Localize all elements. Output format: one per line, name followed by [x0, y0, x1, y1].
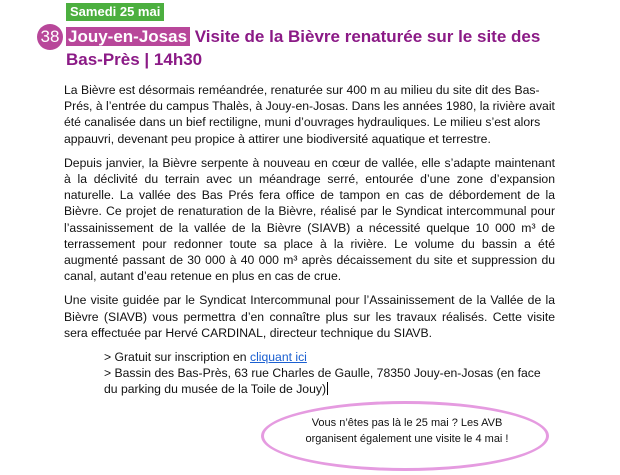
info-list	[104, 349, 555, 398]
paragraph-visit: Une visite guidée par le Syndicat Intercommunal pour l’Assainissement de la Vallée de la Bièvre (SIAVB) vous permettra d’en connaître plus sur les travaux réalisés. Cette visite sera effectuée par Hervé CARDINAL, directeur technique du SIAVB.	[64, 293, 555, 340]
address-line	[104, 365, 555, 397]
event-number-badge: 38	[37, 24, 63, 50]
paragraph-intro: La Bièvre est désormais reméandrée, renaturée sur 400 m au milieu du site dit des Bas-Prés, à l’entrée du campus Thalès, à Jouy-en-Josas. Dans les années 1980, la rivière avait été canalisée dans un bief rectiligne, muni d’ouvrages hydrauliques. Le milieu s’est alors appauvri, devenant peu propice à attirer une biodiversité aquatique et terrestre.	[64, 83, 555, 146]
registration-text: > Gratuit sur inscription en	[104, 350, 250, 365]
date-tag: Samedi 25 mai	[66, 3, 164, 21]
callout-text: Vous n’êtes pas là le 25 mai ? Les AVB organisent également une visite le 4 mai !	[305, 417, 509, 445]
paragraph-project: Depuis janvier, la Bièvre serpente à nouveau en cœur de vallée, elle s’adapte maintenant à la déclivité du terrain avec un méandrage serré, entourée d’une zone d’expansion naturelle. La vallée des Bas Prés fera office de tampon en cas de débordement de la Bièvre. Ce projet de renaturation de la Bièvre, réalisé par le Syndicat intercommunal pour l’assainissement de la vallée de la Bièvre (SIAVB) a nécessité quelque 10 000 m³ de terrassement pour redonner toute sa place à la rivière. Le volume du bassin a été augmenté passant de 30 000 à 40 000 m³ après décaissement du site et suppression du canal, autant d’eau retenue en plus en cas de crue.	[64, 155, 555, 284]
event-title-text: Visite de la Bièvre renaturée sur le site des Bas-Près | 14h30	[66, 27, 541, 69]
event-city: Jouy-en-Josas	[66, 27, 190, 46]
event-description	[64, 82, 555, 398]
address-text: > Bassin des Bas-Près, 63 rue Charles de Gaulle, 78350 Jouy-en-Josas (en face du parking du musée de la Toile de Jouy)	[104, 366, 541, 397]
event-title	[66, 25, 566, 71]
registration-link[interactable]: cliquant ici	[249, 350, 307, 365]
text-cursor	[327, 382, 328, 395]
registration-line	[104, 349, 555, 365]
